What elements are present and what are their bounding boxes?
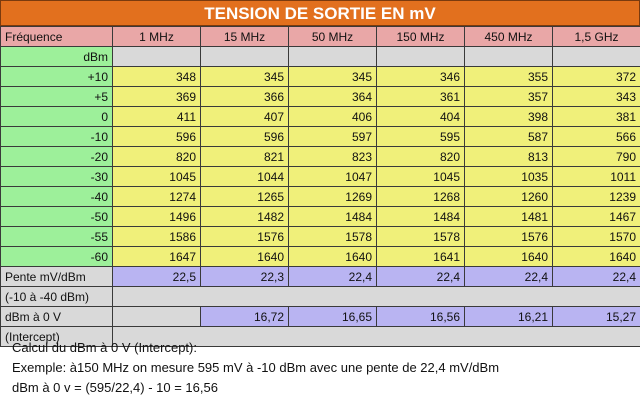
table-row: [1, 147, 640, 167]
table-row: [1, 67, 640, 87]
value-cell: 1260: [465, 187, 553, 207]
intercept-value: 16,65: [289, 307, 377, 327]
note-line: dBm à 0 v = (595/22,4) - 10 = 16,56: [12, 380, 218, 395]
value-cell: 1481: [465, 207, 553, 227]
header-frequency: Fréquence: [1, 27, 113, 47]
value-cell: 1274: [113, 187, 201, 207]
empty-cell: [113, 47, 201, 67]
value-cell: 1482: [201, 207, 289, 227]
value-cell: 1484: [377, 207, 465, 227]
dbm-label: -50: [1, 207, 113, 227]
value-cell: 369: [113, 87, 201, 107]
value-cell: 790: [553, 147, 640, 167]
table-body: [1, 27, 640, 347]
empty-cell: [289, 47, 377, 67]
dbm-label: -40: [1, 187, 113, 207]
value-cell: 1570: [553, 227, 640, 247]
value-cell: 398: [465, 107, 553, 127]
header-col: 1,5 GHz: [553, 27, 640, 47]
value-cell: 595: [377, 127, 465, 147]
value-cell: 1640: [289, 247, 377, 267]
value-cell: 596: [113, 127, 201, 147]
value-cell: 1044: [201, 167, 289, 187]
value-cell: 407: [201, 107, 289, 127]
value-cell: 343: [553, 87, 640, 107]
value-cell: 1578: [289, 227, 377, 247]
empty-span: [113, 287, 640, 307]
value-cell: 1265: [201, 187, 289, 207]
table-row: [1, 247, 640, 267]
intercept-value: 16,21: [465, 307, 553, 327]
value-cell: 1239: [553, 187, 640, 207]
value-cell: 566: [553, 127, 640, 147]
table-row: [1, 127, 640, 147]
value-cell: 1647: [113, 247, 201, 267]
dbm-label: +5: [1, 87, 113, 107]
table-row: [1, 227, 640, 247]
value-cell: 1641: [377, 247, 465, 267]
unit-row: [1, 47, 640, 67]
value-cell: 348: [113, 67, 201, 87]
table-title: TENSION DE SORTIE EN mV: [0, 0, 640, 26]
table-row: [1, 167, 640, 187]
calculation-notes: [12, 338, 628, 398]
dbm-label: -20: [1, 147, 113, 167]
value-cell: 357: [465, 87, 553, 107]
value-cell: 366: [201, 87, 289, 107]
intercept-value: 15,27: [553, 307, 640, 327]
value-cell: 372: [553, 67, 640, 87]
value-cell: 1576: [201, 227, 289, 247]
value-cell: 820: [377, 147, 465, 167]
note-line: Calcul du dBm à 0 V (Intercept):: [12, 340, 197, 355]
value-cell: 364: [289, 87, 377, 107]
dbm-label: +10: [1, 67, 113, 87]
dbm-label: -55: [1, 227, 113, 247]
header-col: 15 MHz: [201, 27, 289, 47]
value-cell: 1268: [377, 187, 465, 207]
value-cell: 821: [201, 147, 289, 167]
intercept-value: 16,72: [201, 307, 289, 327]
value-cell: 596: [201, 127, 289, 147]
value-cell: 381: [553, 107, 640, 127]
value-cell: 1269: [289, 187, 377, 207]
intercept-sublabel: (Intercept): [1, 327, 113, 347]
value-cell: 823: [289, 147, 377, 167]
table-row: [1, 107, 640, 127]
value-cell: 1578: [377, 227, 465, 247]
slope-value: 22,4: [553, 267, 640, 287]
value-cell: 411: [113, 107, 201, 127]
value-cell: 597: [289, 127, 377, 147]
empty-cell: [465, 47, 553, 67]
value-cell: 813: [465, 147, 553, 167]
value-cell: 355: [465, 67, 553, 87]
value-cell: 404: [377, 107, 465, 127]
header-col: 1 MHz: [113, 27, 201, 47]
slope-value: 22,3: [201, 267, 289, 287]
slope-value: 22,5: [113, 267, 201, 287]
empty-cell: [377, 47, 465, 67]
value-cell: 346: [377, 67, 465, 87]
value-cell: 1467: [553, 207, 640, 227]
intercept-value: 16,56: [377, 307, 465, 327]
intercept-label: dBm à 0 V: [1, 307, 113, 327]
value-cell: 1576: [465, 227, 553, 247]
value-cell: 345: [289, 67, 377, 87]
dbm-label: -10: [1, 127, 113, 147]
dbm-label: -60: [1, 247, 113, 267]
unit-label: dBm: [1, 47, 113, 67]
header-row: [1, 27, 640, 47]
value-cell: 820: [113, 147, 201, 167]
value-cell: 1047: [289, 167, 377, 187]
intercept-value: [113, 307, 201, 327]
value-cell: 587: [465, 127, 553, 147]
value-cell: 1035: [465, 167, 553, 187]
table-row: [1, 87, 640, 107]
value-cell: 1640: [553, 247, 640, 267]
value-cell: 1045: [377, 167, 465, 187]
value-cell: 1045: [113, 167, 201, 187]
slope-sub-row: [1, 287, 640, 307]
value-cell: 1640: [201, 247, 289, 267]
value-cell: 1586: [113, 227, 201, 247]
header-col: 150 MHz: [377, 27, 465, 47]
value-cell: 345: [201, 67, 289, 87]
table-row: [1, 187, 640, 207]
value-cell: 406: [289, 107, 377, 127]
dbm-label: -30: [1, 167, 113, 187]
slope-row: [1, 267, 640, 287]
slope-label: Pente mV/dBm: [1, 267, 113, 287]
slope-sublabel: (-10 à -40 dBm): [1, 287, 113, 307]
slope-value: 22,4: [289, 267, 377, 287]
value-cell: 361: [377, 87, 465, 107]
value-cell: 1011: [553, 167, 640, 187]
value-cell: 1496: [113, 207, 201, 227]
empty-cell: [201, 47, 289, 67]
dbm-label: 0: [1, 107, 113, 127]
header-col: 450 MHz: [465, 27, 553, 47]
table-row: [1, 207, 640, 227]
output-voltage-table: [0, 26, 640, 347]
note-line: Exemple: à150 MHz on mesure 595 mV à -10 dBm avec une pente de 22,4 mV/dBm: [12, 360, 500, 375]
empty-cell: [553, 47, 640, 67]
value-cell: 1484: [289, 207, 377, 227]
header-col: 50 MHz: [289, 27, 377, 47]
slope-value: 22,4: [377, 267, 465, 287]
value-cell: 1640: [465, 247, 553, 267]
intercept-row: [1, 307, 640, 327]
slope-value: 22,4: [465, 267, 553, 287]
